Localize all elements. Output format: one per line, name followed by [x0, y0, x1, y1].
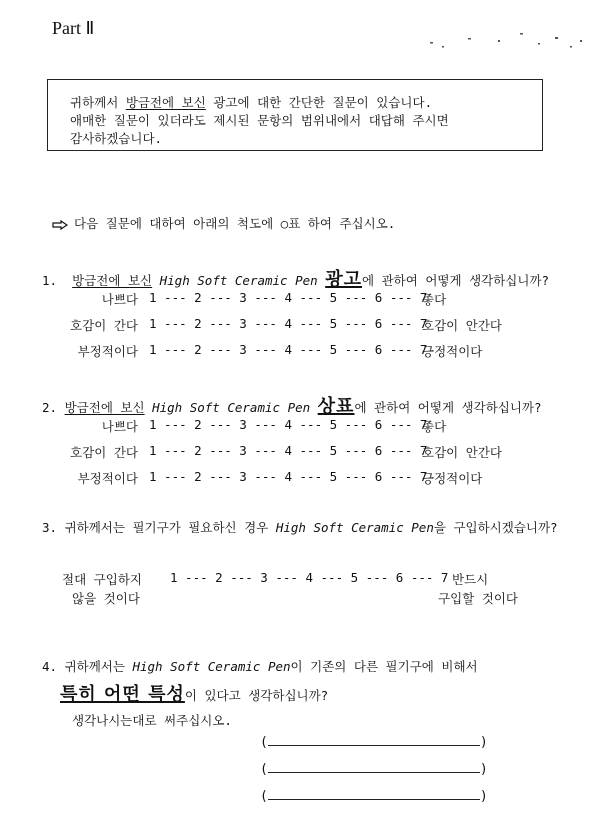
q1-row1-scale[interactable]: 1 --- 2 --- 3 --- 4 --- 5 --- 6 --- 7: [149, 290, 428, 305]
intro-line-1: 귀하께서 방금전에 보신 광고에 대한 간단한 질문이 있습니다.: [70, 95, 433, 110]
q1-row3-left: 부정적이다: [77, 344, 138, 359]
question-2: 2. 방금전에 보신 High Soft Ceramic Pen 상표에 관하여 어떻게 생각하십니까?: [42, 396, 542, 417]
scan-specks: [420, 28, 590, 68]
handwritten-feature: 특히 어떤 특성: [60, 684, 185, 705]
handwritten-brand: 상표: [317, 396, 355, 417]
q2-row1-scale[interactable]: 1 --- 2 --- 3 --- 4 --- 5 --- 6 --- 7: [149, 417, 428, 432]
q1-row3-right: 긍정적이다: [422, 344, 483, 359]
answer-blank-3[interactable]: ( ): [260, 789, 488, 804]
part-title: Part Ⅱ: [52, 18, 95, 38]
question-4-line-2: 특히 어떤 특성이 있다고 생각하십니까?: [60, 684, 329, 705]
handwritten-ad: 광고: [325, 269, 362, 290]
q2-row2-left: 호감이 간다: [70, 445, 138, 460]
q2-row2-scale[interactable]: 1 --- 2 --- 3 --- 4 --- 5 --- 6 --- 7: [149, 443, 428, 458]
q3-left-label-2: 않을 것이다: [72, 591, 140, 606]
q3-left-label-1: 절대 구입하지: [62, 572, 142, 587]
q2-row3-right: 긍정적이다: [422, 471, 483, 486]
q1-row2-left: 호감이 간다: [70, 318, 138, 333]
q2-row3-scale[interactable]: 1 --- 2 --- 3 --- 4 --- 5 --- 6 --- 7: [149, 469, 428, 484]
q3-right-label-2: 구입할 것이다: [438, 591, 518, 606]
question-4-instruction: 생각나시는대로 써주십시오.: [72, 713, 232, 728]
q2-row2-right: 호감이 안간다: [422, 445, 502, 460]
q1-row3-scale[interactable]: 1 --- 2 --- 3 --- 4 --- 5 --- 6 --- 7: [149, 342, 428, 357]
q1-row2-scale[interactable]: 1 --- 2 --- 3 --- 4 --- 5 --- 6 --- 7: [149, 316, 428, 331]
q1-row2-right: 호감이 안간다: [422, 318, 502, 333]
intro-line-2: 애매한 질문이 있더라도 제시된 문항의 범위내에서 대답해 주시면: [70, 113, 449, 128]
question-4-line-1: 4. 귀하께서는 High Soft Ceramic Pen이 기존의 다른 필기구에 비해서: [42, 659, 478, 674]
question-3: 3. 귀하께서는 필기구가 필요하신 경우 High Soft Ceramic Pen을 구입하시겠습니까?: [42, 520, 558, 535]
answer-blank-1[interactable]: ( ): [260, 735, 488, 750]
intro-line-3: 감사하겠습니다.: [70, 131, 163, 146]
q3-right-label-1: 반드시: [452, 572, 489, 587]
answer-blank-2[interactable]: ( ): [260, 762, 488, 777]
q2-row3-left: 부정적이다: [77, 471, 138, 486]
q1-row1-left: 나쁘다: [101, 292, 138, 307]
q2-row1-right: 좋다: [422, 419, 447, 434]
q2-row1-left: 나쁘다: [101, 419, 138, 434]
instruction: 다음 질문에 대하여 아래의 척도에 ○표 하여 주십시오.: [52, 214, 395, 232]
q1-row1-right: 좋다: [422, 292, 447, 307]
pointing-hand-icon: [52, 220, 68, 230]
question-1: 1. 방금전에 보신 High Soft Ceramic Pen 광고에 관하여 어떻게 생각하십니까?: [42, 269, 550, 290]
q3-scale[interactable]: 1 --- 2 --- 3 --- 4 --- 5 --- 6 --- 7: [170, 570, 449, 585]
